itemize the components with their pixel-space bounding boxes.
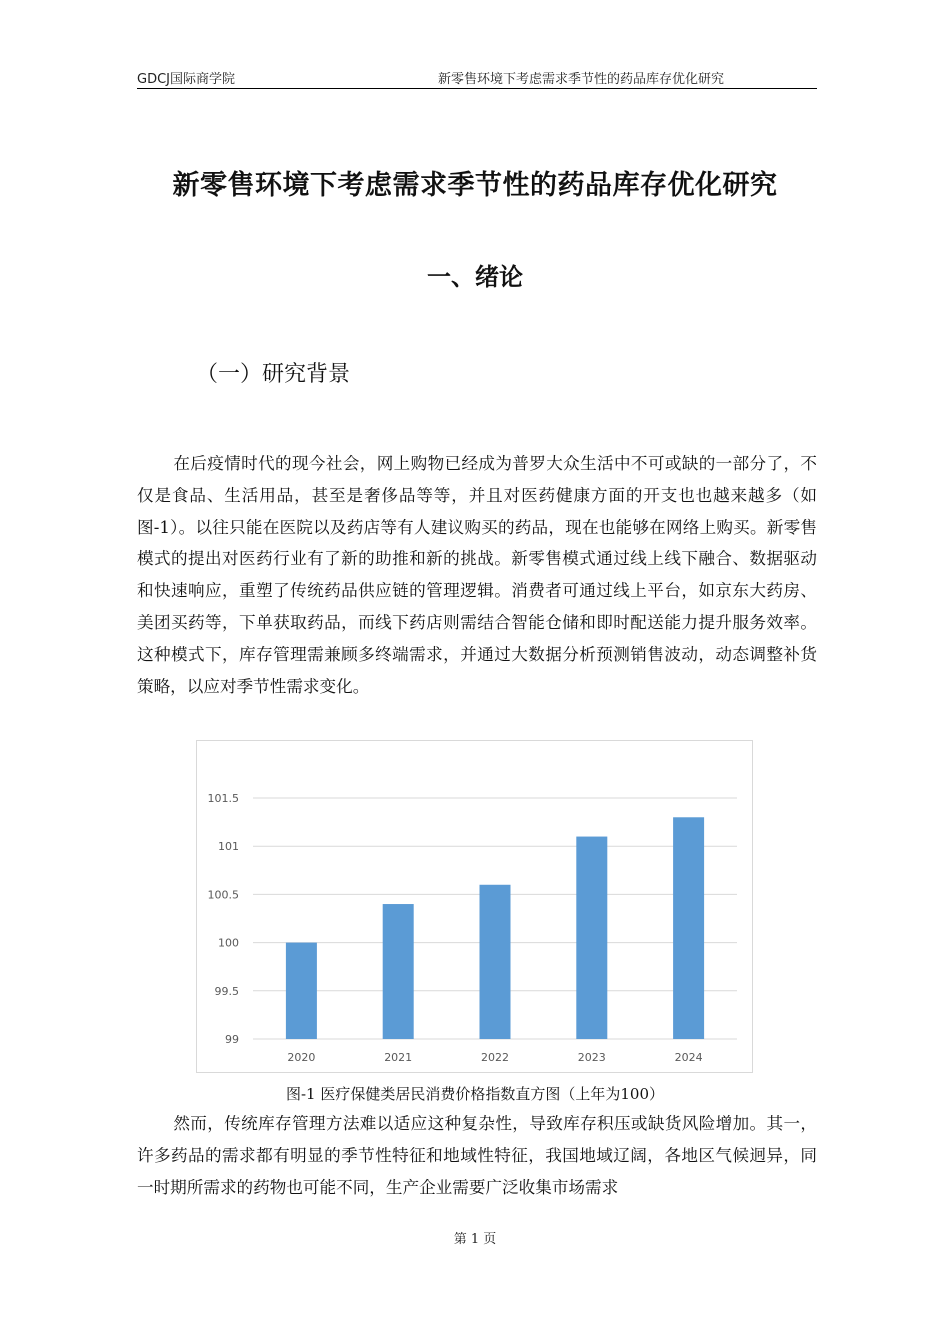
bar-chart	[196, 740, 753, 1073]
x-tick-label: 2023	[577, 1051, 606, 1064]
header-right: 新零售环境下考虑需求季节性的药品库存优化研究	[438, 72, 725, 87]
bar-2023	[576, 837, 607, 1039]
bar-2020	[286, 943, 317, 1039]
paragraph-2-text: 然而，传统库存管理方法难以适应这种复杂性，导致库存积压或缺货风险增加。其一，许多药品的需求都有明显的季节性特征和地域性特征，我国地域辽阔，各地区气候迥异，同一时期所需求的药物也可能不同，生产企业需要广泛收集市场需求	[137, 1114, 817, 1197]
y-tick-label: 99.5	[214, 984, 239, 998]
x-tick-label: 2024	[674, 1051, 703, 1064]
section-heading: 一、绪论	[427, 263, 523, 291]
bar-2024	[673, 817, 704, 1039]
subsection-heading: （一）研究背景	[196, 362, 351, 387]
header-rule	[137, 88, 817, 89]
bar-2022	[480, 885, 511, 1039]
x-tick-label: 2022	[481, 1051, 509, 1064]
figure-caption: 图-1 医疗保健类居民消费价格指数直方图（上年为100）	[285, 1085, 664, 1103]
x-tick-label: 2020	[287, 1051, 316, 1064]
y-tick-label: 99	[225, 1033, 239, 1046]
y-tick-label: 101.5	[207, 792, 239, 805]
y-tick-label: 101	[218, 840, 239, 854]
bar-chart-svg	[197, 741, 754, 1074]
y-tick-label: 100	[218, 936, 239, 950]
paragraph-1	[137, 448, 817, 702]
paper-title: 新零售环境下考虑需求季节性的药品库存优化研究	[172, 170, 778, 201]
paragraph-2	[137, 1108, 817, 1203]
paragraph-1-text: 在后疫情时代的现今社会，网上购物已经成为普罗大众生活中不可或缺的一部分了，不仅是食品、生活用品，甚至是奢侈品等等，并且对医药健康方面的开支也也越来越多（如图-1）。以往只能在医院以及药店等有人建议购买的药品，现在也能够在网络上购买。新零售模式的提出对医药行业有了新的助推和新的挑战。新零售模式通过线上线下融合、数据驱动和快速响应，重塑了传统药品供应链的管理逻辑。消费者可通过线上平台，如京东大药房、美团买药等，下单获取药品，而线下药店则需结合智能仓储和即时配送能力提升服务效率。这种模式下，库存管理需兼顾多终端需求，并通过大数据分析预测销售波动，动态调整补货策略，以应对季节性需求变化。	[137, 454, 817, 696]
header-left: GDCJ国际商学院	[137, 72, 235, 87]
bar-2021	[383, 904, 414, 1039]
page-number: 第 1 页	[453, 1232, 497, 1247]
y-tick-label: 100.5	[207, 888, 239, 902]
x-tick-label: 2021	[384, 1051, 413, 1064]
